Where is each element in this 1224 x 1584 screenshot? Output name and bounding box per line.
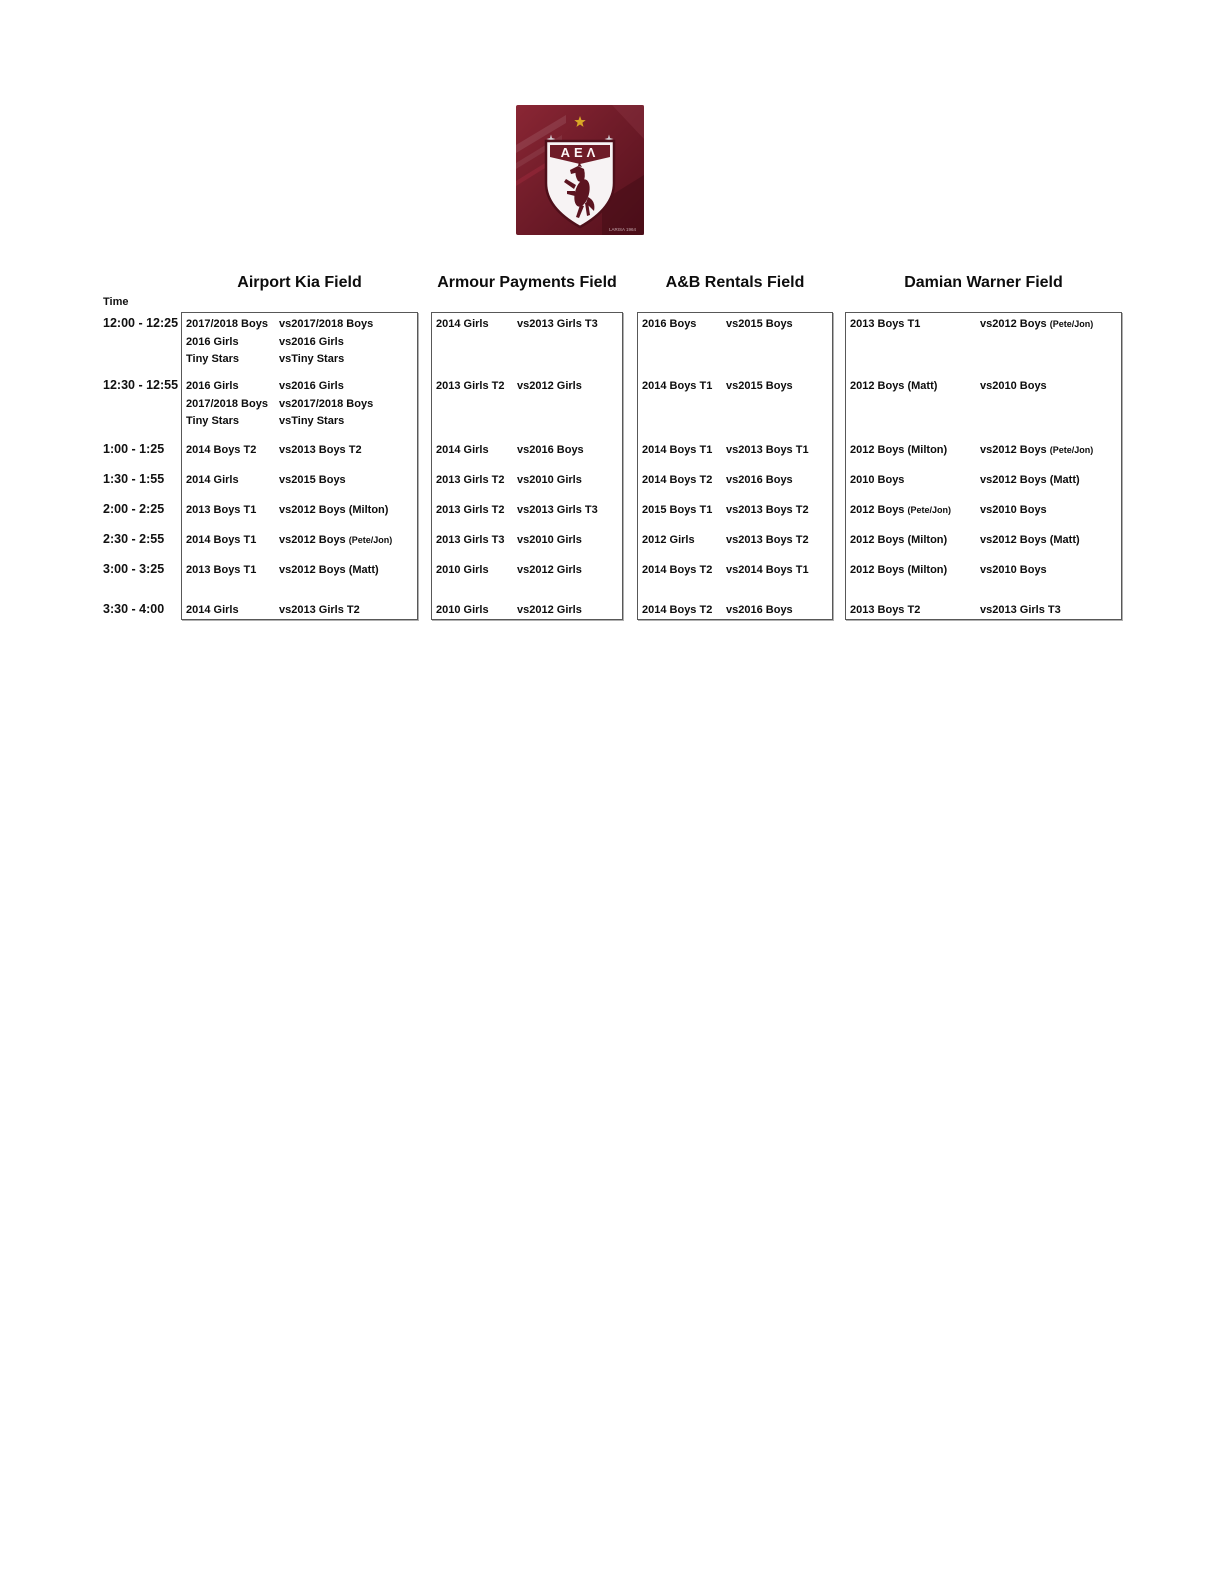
time-slot-label: 3:30 - 4:00: [103, 602, 165, 616]
time-slot-row: [850, 532, 1119, 550]
time-slot-row: [436, 442, 620, 460]
away-team: 2012 Boys (Matt): [291, 564, 379, 576]
home-team: 2014 Boys T2: [642, 474, 713, 486]
away-team: 2012 Girls: [529, 564, 582, 576]
time-slot-row: [436, 378, 620, 396]
time-slot-row: [850, 562, 1119, 580]
vs-label: vs: [517, 380, 530, 392]
home-team: 2013 Boys T1: [850, 318, 921, 330]
time-slot-row: [642, 378, 830, 396]
time-slot-row: [186, 532, 415, 550]
home-team: Tiny Stars: [186, 353, 239, 365]
home-team: 2012 Boys (Milton): [850, 564, 948, 576]
match: [186, 602, 415, 620]
vs-label: vs: [517, 444, 530, 456]
home-team: 2016 Boys: [642, 318, 697, 330]
away-team: 2012 Boys (Milton): [291, 504, 389, 516]
match: [186, 378, 415, 396]
vs-label: vs: [726, 474, 739, 486]
vs-label: vs: [517, 564, 530, 576]
time-slot-label: 1:30 - 1:55: [103, 472, 165, 486]
away-team: 2012 Boys (Matt): [992, 474, 1080, 486]
vs-label: vs: [279, 397, 292, 410]
vs-label: vs: [279, 534, 292, 546]
match: [850, 472, 1119, 490]
match: [436, 562, 620, 580]
match: [850, 602, 1119, 620]
away-team: 2013 Boys T1: [738, 444, 809, 456]
match: [436, 532, 620, 550]
vs-label: vs: [279, 335, 292, 348]
vs-label: vs: [726, 380, 739, 392]
home-team: 2010 Girls: [436, 604, 489, 616]
time-slot-row: [186, 442, 415, 460]
vs-label: vs: [726, 534, 739, 546]
match: [642, 442, 830, 460]
small-parenthetical: (Pete/Jon): [907, 505, 951, 515]
vs-label: vs: [726, 504, 739, 516]
time-slot-row: [642, 442, 830, 460]
away-team: 2013 Girls T3: [992, 604, 1061, 616]
vs-label: vs: [980, 504, 993, 516]
match: [642, 602, 830, 620]
match: [186, 413, 415, 431]
vs-label: vs: [726, 444, 739, 456]
away-team: 2010 Girls: [529, 474, 582, 486]
away-team: 2013 Girls T2: [291, 604, 360, 616]
field-header-airport-kia-field: Airport Kia Field: [237, 274, 362, 291]
time-column-header: Time: [103, 296, 129, 308]
away-team: 2014 Boys T1: [738, 564, 809, 576]
home-team: 2014 Boys T1: [186, 534, 257, 546]
match: [186, 562, 415, 580]
time-slot-row: [186, 602, 415, 620]
away-team: 2010 Boys: [992, 564, 1047, 576]
match: [642, 378, 830, 396]
home-team: 2013 Boys T2: [850, 604, 921, 616]
field-box-aandb-rentals-field: [637, 312, 833, 620]
home-team: 2010 Boys: [850, 474, 905, 486]
field-box-armour-payments-field: [431, 312, 623, 620]
home-team: 2015 Boys T1: [642, 504, 713, 516]
time-slot-row: [850, 316, 1119, 334]
match: [850, 378, 1119, 396]
away-team: 2012 Boys (Pete/Jon): [992, 444, 1094, 456]
match: [850, 562, 1119, 580]
time-slot-row: [436, 602, 620, 620]
vs-label: vs: [980, 380, 993, 392]
match: [436, 472, 620, 490]
match: [642, 502, 830, 520]
vs-label: vs: [980, 564, 993, 576]
match: [436, 442, 620, 460]
home-team: 2013 Girls T2: [436, 474, 505, 486]
match: [850, 532, 1119, 550]
time-slot-label: 3:00 - 3:25: [103, 562, 165, 576]
time-slot-row: [186, 316, 415, 369]
away-team: 2017/2018 Boys: [291, 397, 374, 410]
vs-label: vs: [726, 604, 739, 616]
match: [642, 472, 830, 490]
home-team: 2010 Girls: [436, 564, 489, 576]
time-slot-label: 1:00 - 1:25: [103, 442, 165, 456]
time-slot-row: [642, 472, 830, 490]
home-team: 2012 Boys (Milton): [850, 444, 948, 456]
vs-label: vs: [279, 353, 292, 365]
match: [186, 532, 415, 550]
away-team: 2016 Boys: [529, 444, 584, 456]
match: [850, 502, 1119, 520]
home-team: 2012 Boys (Matt): [850, 380, 938, 392]
field-header-damian-warner-field: Damian Warner Field: [904, 274, 1063, 291]
home-team: 2014 Boys T1: [642, 380, 713, 392]
away-team: 2013 Boys T2: [291, 444, 362, 456]
club-crest-logo: [516, 105, 644, 235]
home-team: 2014 Boys T1: [642, 444, 713, 456]
vs-label: vs: [980, 474, 993, 486]
away-team: 2013 Boys T2: [738, 534, 809, 546]
vs-label: vs: [279, 318, 292, 330]
match: [186, 442, 415, 460]
field-header-aandb-rentals-field: A&B Rentals Field: [665, 274, 805, 291]
match: [186, 351, 415, 369]
vs-label: vs: [279, 604, 292, 616]
home-team: 2014 Boys T2: [186, 444, 257, 456]
home-team: 2016 Girls: [186, 380, 239, 392]
away-team: 2016 Girls: [291, 380, 344, 392]
away-team: 2016 Girls: [291, 335, 344, 348]
away-team: 2016 Boys: [738, 474, 793, 486]
match: [186, 334, 415, 352]
away-team: 2015 Boys: [738, 318, 793, 330]
time-slot-row: [850, 502, 1119, 520]
home-team: 2014 Girls: [186, 474, 239, 486]
time-slot-label: 12:00 - 12:25: [103, 316, 179, 330]
away-team: 2016 Boys: [738, 604, 793, 616]
away-team: Tiny Stars: [291, 415, 345, 427]
time-slot-row: [850, 472, 1119, 490]
match: [642, 562, 830, 580]
small-parenthetical: (Pete/Jon): [348, 535, 393, 545]
time-slot-label: 12:30 - 12:55: [103, 378, 179, 392]
time-slot-row: [436, 562, 620, 580]
field-box-damian-warner-field: [845, 312, 1122, 620]
time-slot-row: [186, 472, 415, 490]
time-slot-row: [642, 562, 830, 580]
home-team: 2014 Boys T2: [642, 604, 713, 616]
match: [436, 316, 620, 334]
home-team: 2012 Girls: [642, 534, 695, 546]
vs-label: vs: [279, 444, 292, 456]
time-slot-row: [436, 502, 620, 520]
time-slot-row: [186, 378, 415, 431]
time-slot-row: [642, 316, 830, 334]
home-team: 2013 Girls T2: [436, 380, 505, 392]
field-header-armour-payments-field: Armour Payments Field: [437, 274, 617, 291]
match: [186, 396, 415, 414]
match: [850, 442, 1119, 460]
match: [436, 502, 620, 520]
away-team: 2013 Boys T2: [738, 504, 809, 516]
time-slot-row: [186, 502, 415, 520]
away-team: 2012 Boys (Matt): [992, 534, 1080, 546]
vs-label: vs: [279, 474, 292, 486]
away-team: 2013 Girls T3: [529, 504, 598, 516]
time-slot-row: [642, 532, 830, 550]
match: [642, 316, 830, 334]
home-team: 2014 Boys T2: [642, 564, 713, 576]
time-slot-label: 2:00 - 2:25: [103, 502, 165, 516]
match: [186, 472, 415, 490]
vs-label: vs: [517, 504, 530, 516]
field-box-airport-kia-field: [181, 312, 418, 620]
crest-letters: ΑΕΛ: [560, 145, 600, 160]
away-team: 2012 Boys (Pete/Jon): [992, 318, 1094, 330]
time-slot-row: [642, 502, 830, 520]
match: [186, 502, 415, 520]
small-parenthetical: (Pete/Jon): [1049, 319, 1094, 329]
vs-label: vs: [980, 604, 993, 616]
vs-label: vs: [517, 474, 530, 486]
vs-label: vs: [279, 380, 292, 392]
match: [642, 532, 830, 550]
vs-label: vs: [517, 604, 530, 616]
home-team: 2013 Boys T1: [186, 504, 257, 516]
vs-label: vs: [980, 444, 993, 456]
home-team: 2013 Boys T1: [186, 564, 257, 576]
time-slot-row: [436, 532, 620, 550]
away-team: 2010 Boys: [992, 380, 1047, 392]
home-team: 2014 Girls: [436, 318, 489, 330]
away-team: 2012 Girls: [529, 380, 582, 392]
vs-label: vs: [517, 534, 530, 546]
vs-label: vs: [726, 318, 739, 330]
time-slot-label: 2:30 - 2:55: [103, 532, 165, 546]
time-slot-row: [850, 602, 1119, 620]
away-team: 2012 Girls: [529, 604, 582, 616]
vs-label: vs: [980, 534, 993, 546]
away-team: 2015 Boys: [291, 474, 346, 486]
time-slot-row: [436, 316, 620, 334]
home-team: 2013 Girls T2: [436, 504, 505, 516]
vs-label: vs: [726, 564, 739, 576]
home-team: 2014 Girls: [186, 604, 239, 616]
match: [436, 602, 620, 620]
away-team: 2017/2018 Boys: [291, 318, 374, 330]
time-slot-row: [850, 442, 1119, 460]
away-team: 2012 Boys (Pete/Jon): [291, 534, 393, 546]
time-slot-row: [642, 602, 830, 620]
vs-label: vs: [279, 504, 292, 516]
match: [436, 378, 620, 396]
home-team: 2016 Girls: [186, 335, 239, 348]
away-team: Tiny Stars: [291, 353, 345, 365]
away-team: 2015 Boys: [738, 380, 793, 392]
home-team: 2013 Girls T3: [436, 534, 505, 546]
match: [850, 316, 1119, 334]
time-slot-row: [850, 378, 1119, 396]
vs-label: vs: [517, 318, 530, 330]
home-team: 2012 Boys (Pete/Jon): [850, 504, 951, 516]
crest-caption: LARISA 1964: [608, 227, 636, 232]
home-team: 2017/2018 Boys: [186, 318, 268, 330]
time-slot-row: [436, 472, 620, 490]
vs-label: vs: [980, 318, 993, 330]
away-team: 2010 Girls: [529, 534, 582, 546]
small-parenthetical: (Pete/Jon): [1049, 445, 1094, 455]
home-team: Tiny Stars: [186, 415, 239, 427]
vs-label: vs: [279, 415, 292, 427]
away-team: 2010 Boys: [992, 504, 1047, 516]
away-team: 2013 Girls T3: [529, 318, 598, 330]
match: [186, 316, 415, 334]
time-slot-row: [186, 562, 415, 580]
home-team: 2017/2018 Boys: [186, 397, 268, 410]
vs-label: vs: [279, 564, 292, 576]
home-team: 2014 Girls: [436, 444, 489, 456]
home-team: 2012 Boys (Milton): [850, 534, 948, 546]
